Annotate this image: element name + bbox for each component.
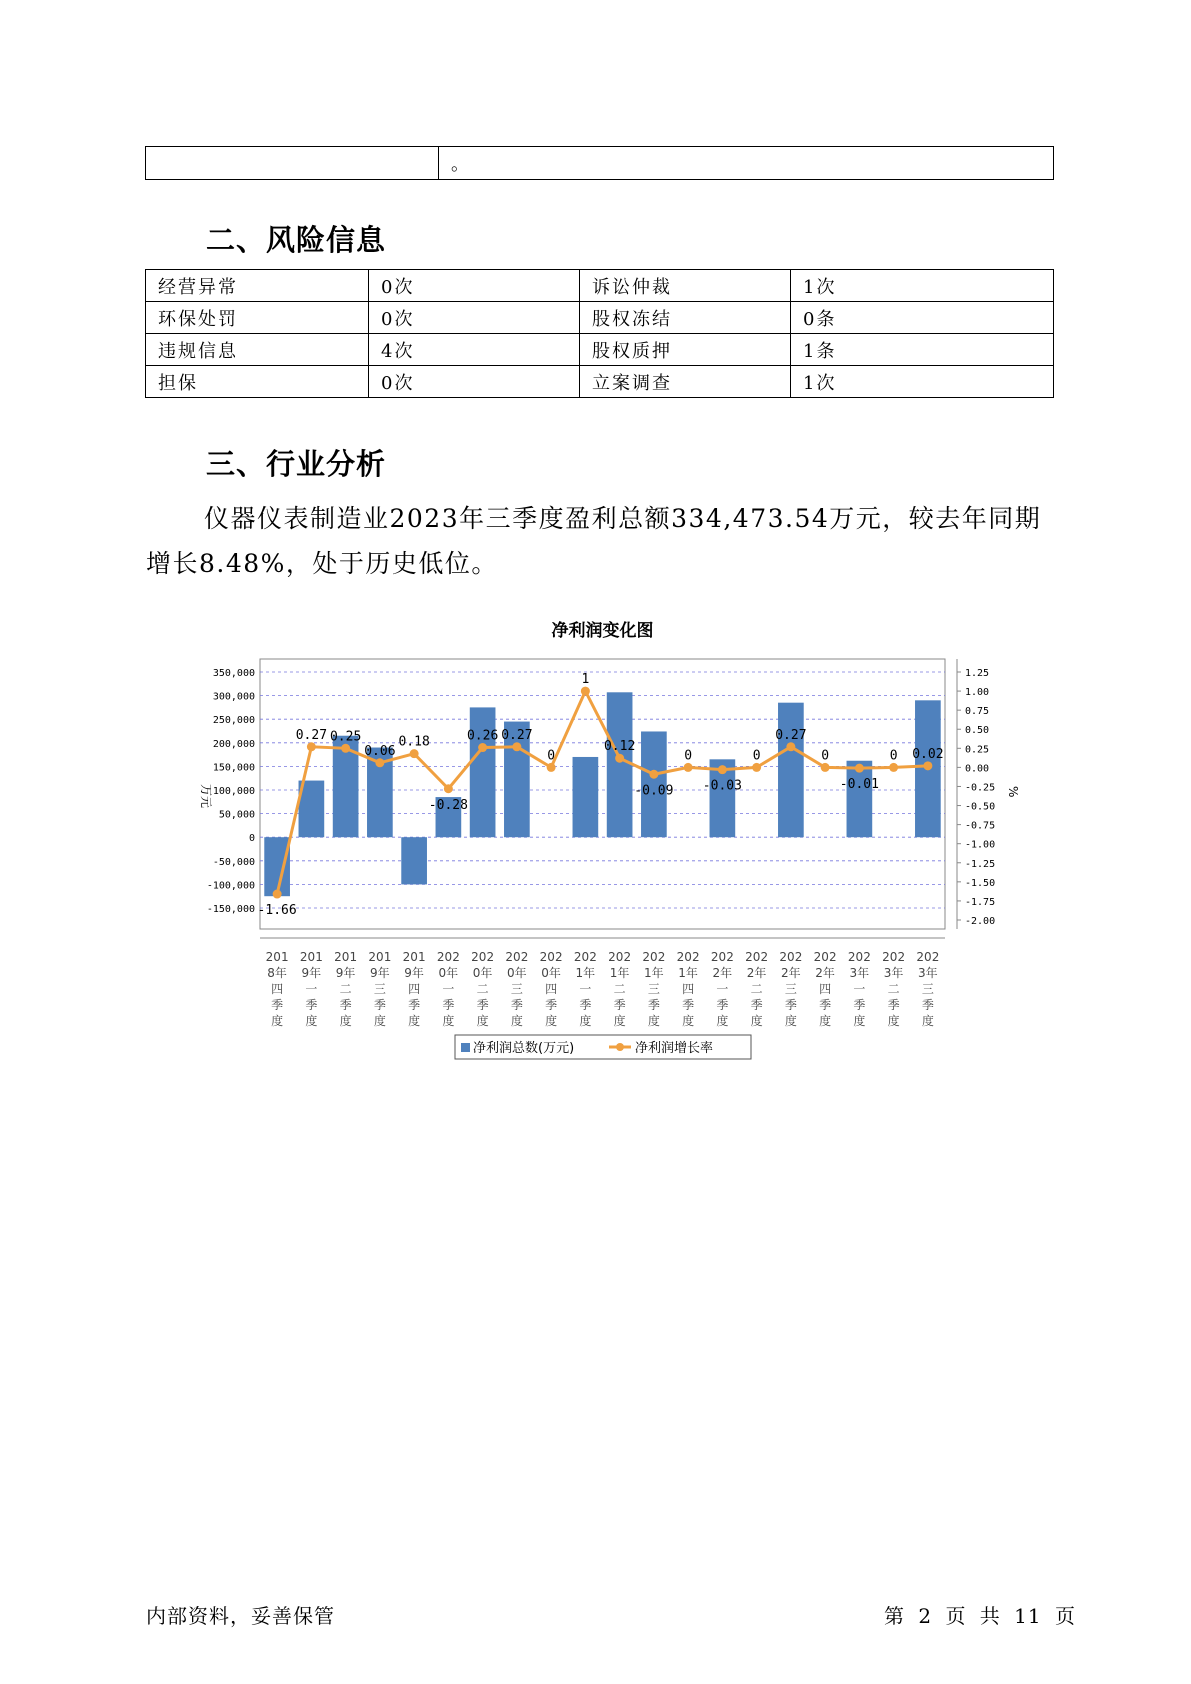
x-tick-label-part: 度 (305, 1014, 318, 1028)
growth-rate-label: 0.26 (466, 728, 499, 744)
bar (264, 837, 290, 896)
growth-rate-point (581, 687, 590, 696)
growth-rate-point (273, 890, 282, 899)
table-row (146, 302, 1054, 334)
x-tick-label-part: 季 (819, 998, 832, 1012)
growth-rate-label: 0.18 (398, 734, 430, 750)
x-tick-label-part: 一 (579, 982, 592, 996)
y-tick-label: 100,000 (212, 786, 255, 797)
x-tick-label-part: 二 (887, 982, 900, 996)
x-tick-label-part: 度 (682, 1014, 695, 1028)
x-tick-label-part: 0年 (507, 966, 527, 980)
growth-rate-point (478, 743, 487, 752)
risk-label: 诉讼仲裁 (580, 270, 791, 302)
x-tick-label-part: 季 (373, 998, 386, 1012)
risk-value: 0次 (369, 366, 580, 398)
section-heading-risk: 二、风险信息 (206, 223, 387, 257)
growth-rate-point (649, 770, 658, 779)
x-tick-label-part: 202 (882, 950, 906, 964)
growth-rate-label: 0.06 (364, 743, 396, 759)
x-tick-label-part: 一 (442, 982, 455, 996)
x-tick-label-part: 3年 (849, 966, 870, 980)
x-tick-label-part: 度 (716, 1014, 729, 1028)
x-tick-label-part: 度 (819, 1014, 832, 1028)
x-tick-label-part: 三 (921, 982, 934, 996)
x-tick-label-part: 度 (853, 1014, 866, 1028)
x-tick-label-part: 9年 (370, 966, 390, 980)
x-tick-label-part: 1年 (678, 966, 698, 980)
continuation-left-cell (146, 147, 439, 180)
x-tick-label (471, 950, 494, 1028)
growth-rate-label: 0.27 (295, 727, 328, 743)
risk-info-table (145, 269, 1054, 398)
x-tick-label-part: 度 (442, 1014, 455, 1028)
x-tick-label-part: 202 (471, 950, 495, 964)
x-tick-label-part: 季 (510, 998, 523, 1012)
risk-value: 1次 (791, 366, 1054, 398)
y-tick-label: 50,000 (218, 809, 255, 821)
growth-rate-point (375, 758, 384, 767)
x-tick-label-part: 0年 (472, 966, 493, 980)
x-tick-label-part: 季 (682, 998, 695, 1012)
x-tick-label-part: 8年 (267, 966, 287, 980)
risk-value: 1条 (791, 334, 1054, 366)
x-tick-label (505, 950, 528, 1028)
x-tick-label (368, 950, 391, 1028)
x-tick-label-part: 季 (476, 998, 489, 1012)
x-tick-label-part: 季 (716, 998, 729, 1012)
table-row (146, 334, 1054, 366)
x-tick-label-part: 202 (813, 950, 837, 964)
y2-tick-label: -1.50 (965, 877, 996, 889)
industry-paragraph-text: 仪器仪表制造业2023年三季度盈利总额334,473.54万元，较去年同期增长8.48%，处于历史低位。 (146, 504, 1042, 578)
x-tick-label-part: 季 (887, 998, 900, 1012)
growth-rate-label: 0.02 (912, 746, 944, 762)
growth-rate-label: 0 (821, 748, 830, 764)
x-tick-label-part: 度 (579, 1014, 592, 1028)
y-tick-label: 250,000 (212, 715, 255, 727)
continuation-table (145, 146, 1054, 180)
x-tick-label-part: 度 (373, 1014, 386, 1028)
legend-swatch-marker (616, 1043, 624, 1051)
x-tick-label-part: 度 (921, 1014, 934, 1028)
risk-value: 0条 (791, 302, 1054, 334)
growth-rate-point (855, 764, 864, 773)
x-tick-label-part: 201 (402, 950, 426, 964)
y-tick-label: 350,000 (212, 668, 255, 679)
x-tick-label-part: 二 (339, 982, 352, 996)
growth-rate-point (718, 765, 727, 774)
growth-rate-label: 0 (547, 748, 556, 764)
bar (778, 703, 804, 838)
y-tick-label: 150,000 (212, 762, 255, 774)
growth-rate-label: -0.03 (702, 778, 742, 794)
x-tick-label (334, 950, 357, 1028)
y2-tick-label: 1.25 (965, 668, 990, 679)
x-tick-label-part: 四 (271, 982, 284, 996)
x-tick-label-part: 四 (819, 982, 832, 996)
table-row (146, 270, 1054, 302)
section-heading-industry: 三、行业分析 (206, 447, 387, 481)
legend-swatch-bars (461, 1043, 470, 1052)
x-tick-label-part: 季 (339, 998, 352, 1012)
x-tick-label-part: 9年 (335, 966, 356, 980)
x-tick-label-part: 季 (545, 998, 558, 1012)
x-tick-label-part: 一 (716, 982, 729, 996)
x-tick-label-part: 2年 (712, 966, 733, 980)
x-tick-label-part: 三 (373, 982, 386, 996)
footer-confidential-note: 内部资料，妥善保管 (146, 1604, 335, 1628)
growth-rate-label: -0.28 (428, 797, 468, 813)
x-tick-label (642, 950, 665, 1028)
growth-rate-point (341, 744, 350, 753)
y-tick-label: -150,000 (206, 904, 255, 915)
x-tick-label-part: 202 (779, 950, 803, 964)
x-tick-label (300, 950, 323, 1028)
x-tick-label-part: 度 (339, 1014, 352, 1028)
y-tick-label: 200,000 (212, 738, 255, 750)
risk-value: 1次 (791, 270, 1054, 302)
y2-tick-label: 1.00 (965, 687, 990, 699)
x-tick-label (540, 950, 563, 1028)
risk-label: 股权冻结 (580, 302, 791, 334)
x-tick-label-part: 202 (745, 950, 769, 964)
x-tick-label-part: 3年 (883, 966, 904, 980)
x-tick-label-part: 201 (265, 950, 289, 964)
y2-tick-label: 0.75 (965, 706, 990, 718)
x-tick-label (437, 950, 460, 1028)
risk-label: 违规信息 (146, 334, 369, 366)
x-tick-label-part: 季 (784, 998, 797, 1012)
x-tick-label-part: 度 (545, 1014, 558, 1028)
x-tick-label-part: 201 (368, 950, 392, 964)
x-tick-label-part: 度 (476, 1014, 489, 1028)
x-tick-label (403, 950, 426, 1028)
y2-tick-label: 0.50 (965, 725, 990, 737)
y2-tick-label: 0.25 (965, 744, 990, 756)
y2-tick-label: -1.75 (965, 896, 996, 908)
x-tick-label-part: 一 (305, 982, 318, 996)
growth-rate-label: -0.09 (634, 783, 674, 799)
growth-rate-point (821, 763, 830, 772)
y2-tick-label: -0.75 (965, 820, 996, 832)
x-tick-label-part: 9年 (301, 966, 322, 980)
x-tick-label (916, 950, 939, 1028)
x-tick-label-part: 2年 (781, 966, 801, 980)
x-tick-label (608, 950, 631, 1028)
x-tick-label-part: 季 (647, 998, 660, 1012)
x-tick-label-part: 度 (784, 1014, 797, 1028)
x-tick-label-part: 度 (647, 1014, 660, 1028)
growth-rate-point (684, 763, 693, 772)
x-tick-label-part: 202 (436, 950, 460, 964)
y2-tick-label: -1.00 (965, 839, 996, 851)
x-tick-label-part: 202 (573, 950, 597, 964)
y2-tick-label: -0.25 (965, 782, 996, 794)
x-tick-label (677, 950, 700, 1028)
x-tick-label (882, 950, 905, 1028)
x-tick-label-part: 202 (539, 950, 563, 964)
growth-rate-point (923, 761, 932, 770)
x-tick-label (711, 950, 734, 1028)
growth-rate-point (307, 742, 316, 751)
x-tick-label-part: 度 (887, 1014, 900, 1028)
x-tick-label-part: 二 (750, 982, 763, 996)
x-tick-label (745, 950, 768, 1028)
x-tick-label-part: 202 (608, 950, 632, 964)
bar (607, 692, 633, 837)
x-tick-label-part: 2年 (815, 966, 835, 980)
x-tick-label-part: 度 (510, 1014, 523, 1028)
growth-rate-label: 0.27 (775, 727, 807, 743)
x-tick-label-part: 四 (408, 982, 421, 996)
x-tick-label-part: 季 (613, 998, 626, 1012)
x-tick-label-part: 202 (916, 950, 940, 964)
risk-label: 环保处罚 (146, 302, 369, 334)
growth-rate-label: 0 (752, 748, 761, 764)
y2-tick-label: -0.50 (965, 801, 996, 813)
x-tick-label-part: 度 (750, 1014, 763, 1028)
x-tick-label-part: 度 (613, 1014, 626, 1028)
x-tick-label-part: 3年 (918, 966, 938, 980)
x-tick-label-part: 0年 (438, 966, 459, 980)
x-tick-label-part: 二 (476, 982, 489, 996)
growth-rate-label: 0.27 (501, 727, 533, 743)
plot-area (257, 659, 945, 929)
y-tick-label: -100,000 (206, 880, 255, 892)
x-tick-label-part: 季 (305, 998, 318, 1012)
y2-axis-title: % (1006, 786, 1020, 798)
x-tick-label-part: 2年 (746, 966, 767, 980)
x-tick-label-part: 201 (299, 950, 323, 964)
table-row (146, 366, 1054, 398)
x-tick-label-part: 季 (853, 998, 866, 1012)
growth-rate-label: 0.25 (329, 729, 362, 745)
y-axis-title: 万元 (199, 784, 213, 809)
growth-rate-label: 1 (581, 672, 590, 688)
net-profit-chart (190, 612, 1030, 1082)
risk-value: 0次 (369, 302, 580, 334)
y2-tick-label: -1.25 (965, 858, 996, 870)
x-tick-label (266, 950, 289, 1028)
industry-paragraph (146, 496, 1056, 586)
x-tick-label-part: 1年 (609, 966, 630, 980)
y2-tick-label: -2.00 (965, 916, 996, 927)
growth-rate-point (410, 749, 419, 758)
growth-rate-point (444, 784, 453, 793)
x-tick-label-part: 1年 (575, 966, 596, 980)
risk-label: 股权质押 (580, 334, 791, 366)
x-tick-label-part: 四 (545, 982, 558, 996)
x-tick-label-part: 202 (642, 950, 666, 964)
risk-label: 立案调查 (580, 366, 791, 398)
footer-page-number: 第 2 页 共 11 页 (884, 1604, 1076, 1628)
bar (573, 757, 599, 837)
x-tick-label-part: 202 (505, 950, 529, 964)
x-tick-label-part: 度 (271, 1014, 284, 1028)
x-tick-label-part: 季 (408, 998, 421, 1012)
x-tick-label-part: 202 (847, 950, 871, 964)
legend-label-line: 净利润增长率 (635, 1041, 714, 1056)
growth-rate-label: -0.01 (839, 777, 879, 793)
x-tick-label-part: 季 (579, 998, 592, 1012)
continuation-right-cell: 。 (439, 147, 1054, 180)
growth-rate-point (615, 754, 624, 763)
x-tick-label-part: 202 (710, 950, 734, 964)
x-tick-label-part: 三 (647, 982, 660, 996)
x-tick-label-part: 0年 (541, 966, 561, 980)
risk-label: 经营异常 (146, 270, 369, 302)
y-tick-label: 300,000 (212, 691, 255, 703)
x-tick-label-part: 202 (676, 950, 700, 964)
growth-rate-point (512, 742, 521, 751)
x-tick-label-part: 9年 (404, 966, 424, 980)
chart-title: 净利润变化图 (551, 621, 654, 641)
bar (470, 707, 496, 837)
x-tick-label-part: 三 (784, 982, 797, 996)
legend-label-bars: 净利润总数(万元) (473, 1041, 575, 1056)
growth-rate-label: 0.12 (603, 739, 636, 755)
growth-rate-label: 0 (889, 748, 898, 764)
y2-tick-label: 0.00 (965, 763, 990, 775)
x-tick-label-part: 四 (682, 982, 695, 996)
bar (401, 837, 427, 884)
y-tick-label: 0 (248, 833, 255, 845)
x-tick-label (574, 950, 597, 1028)
growth-rate-label: -1.66 (257, 903, 297, 919)
risk-label: 担保 (146, 366, 369, 398)
risk-value: 0次 (369, 270, 580, 302)
growth-rate-point (786, 742, 795, 751)
x-tick-label-part: 201 (334, 950, 358, 964)
x-tick-label-part: 一 (853, 982, 866, 996)
x-tick-label (814, 950, 837, 1028)
growth-rate-point (752, 763, 761, 772)
growth-rate-point (889, 763, 898, 772)
x-tick-label-part: 二 (613, 982, 626, 996)
x-tick-label-part: 1年 (644, 966, 664, 980)
x-tick-label-part: 季 (921, 998, 934, 1012)
x-tick-label-part: 度 (408, 1014, 421, 1028)
x-tick-label (848, 950, 871, 1028)
growth-rate-point (547, 763, 556, 772)
x-tick-label (779, 950, 802, 1028)
x-tick-label-part: 季 (271, 998, 284, 1012)
x-tick-label-part: 季 (442, 998, 455, 1012)
x-tick-label-part: 三 (510, 982, 523, 996)
y-tick-label: -50,000 (212, 856, 255, 868)
risk-value: 4次 (369, 334, 580, 366)
growth-rate-label: 0 (684, 748, 693, 764)
x-tick-label-part: 季 (750, 998, 763, 1012)
